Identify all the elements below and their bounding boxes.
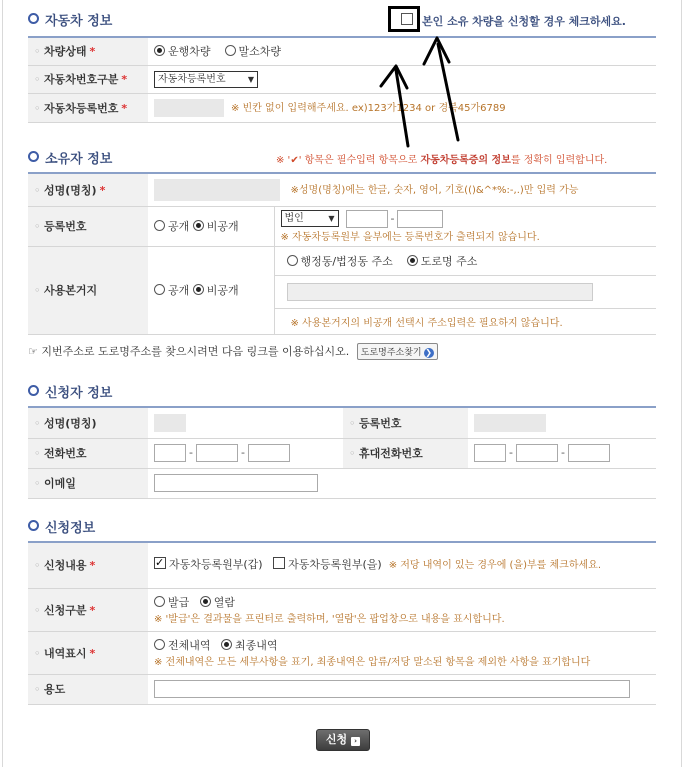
type-issue-radio[interactable]: 발급 — [154, 596, 189, 609]
section-title-owner: 소유자 정보 — [28, 148, 112, 167]
own-vehicle-note: 본인 소유 차량을 신청할 경우 체크하세요. — [422, 15, 626, 28]
content-eul-checkbox[interactable]: 자동차등록원부(을) — [273, 558, 382, 571]
section-title-applicant: 신청자 정보 — [28, 382, 112, 401]
content-gap-checkbox[interactable]: ✓ 자동차등록원부(갑) — [154, 558, 263, 571]
applicant-email-label: ◦ 이메일 — [28, 468, 148, 498]
owner-regno-type-select[interactable]: 법인 ▼ — [281, 210, 339, 227]
purpose-label: ◦ 용도 — [28, 674, 148, 704]
history-label: ◦ 내역표시 * — [28, 631, 148, 674]
owner-regno-private-radio[interactable]: 비공개 — [193, 220, 239, 233]
owner-required-note: ※ '✔' 항목은 필수입력 항목으로 자동차등록증의 정보를 정확히 입력합니다. — [276, 155, 608, 166]
regno-note: ※ 빈칸 없이 입력해주세요. ex)123가1234 or 경북45가6789 — [231, 102, 506, 114]
status-running-radio[interactable]: 운행차량 — [154, 45, 211, 58]
submit-button[interactable]: 신청 › — [316, 729, 370, 751]
applicant-regno-label: ◦ 등록번호 — [343, 407, 468, 438]
applicant-phone-label: ◦ 전화번호 — [28, 438, 148, 468]
arrow-left-line — [396, 70, 408, 146]
numtype-label: ◦ 자동차번호구분 * — [28, 65, 148, 93]
arrow-right-icon: › — [351, 737, 360, 746]
road-address-button[interactable]: 도로명주소찾기 ❯ — [357, 343, 438, 360]
applicant-name-label: ◦ 성명(명칭) — [28, 407, 148, 438]
owner-regno-public-radio[interactable]: 공개 — [154, 220, 189, 233]
type-view-radio[interactable]: 열람 — [200, 596, 235, 609]
applicant-table: ◦ 성명(명칭) ◦ 등록번호 ◦ 전화번호 - - ◦ 휴대전화번호 - - ◦ 이메일 — [28, 406, 656, 499]
addr-admin-radio[interactable]: 행정동/법정동 주소 — [287, 255, 393, 268]
content-label: ◦ 신청내용 * — [28, 542, 148, 588]
history-note: ※ 전체내역은 모든 세부사항을 표기, 최종내역은 압류/저당 말소된 항목을 제외한 사항을 표기합니다 — [154, 657, 591, 668]
history-full-radio[interactable]: 전체내역 — [154, 639, 211, 652]
owner-addr-label: ◦ 사용본거지 — [28, 246, 148, 334]
status-deregistered-radio[interactable]: 말소차량 — [225, 45, 282, 58]
applicant-mobile-label: ◦ 휴대전화번호 — [343, 438, 468, 468]
addr-road-radio[interactable]: 도로명 주소 — [407, 255, 478, 268]
regno-label: ◦ 자동차등록번호 * — [28, 93, 148, 122]
numtype-select[interactable]: 자동차등록번호 ▼ — [154, 71, 258, 88]
owner-table: ◦ 성명(명칭) * ※성명(명칭)에는 한글, 숫자, 영어, 기호(()&^*%:-,.)만 입력 가능 ◦ 등록번호 공개 비공개 법인 ▼ - ※ 자동차등록원부 을부에는 등록번호가 출력되지 않습니다. ◦ 사용본거지 공개 비공개 행정동/법정동 주소 도로명 주소 ※ 사용본거지의 비공개 선택시 주소입력은 필요하지 않습니다. — [28, 172, 656, 335]
addr-note: ※ 사용본거지의 비공개 선택시 주소입력은 필요하지 않습니다. — [290, 317, 563, 329]
owner-regno-note: ※ 자동차등록원부 을부에는 등록번호가 출력되지 않습니다. — [280, 231, 540, 243]
history-final-radio[interactable]: 최종내역 — [221, 639, 278, 652]
owner-name-note: ※성명(명칭)에는 한글, 숫자, 영어, 기호(()&^*%:-,.)만 입력 가능 — [290, 184, 579, 196]
owner-addr-private-radio[interactable]: 비공개 — [193, 284, 239, 297]
road-link-row: ☞ 지번주소로 도로명주소를 찾으시려면 다음 링크를 이용하십시오. 도로명주소찾기 ❯ — [28, 343, 438, 360]
content-note: ※ 저당 내역이 있는 경우에 (을)부를 체크하세요. — [388, 560, 601, 572]
owner-addr-public-radio[interactable]: 공개 — [154, 284, 189, 297]
owner-regno-label: ◦ 등록번호 — [28, 206, 148, 246]
section-title-application: 신청정보 — [28, 517, 95, 536]
type-note: ※ '발급'은 결과물을 프린터로 출력하며, '열람'은 팝업창으로 내용을 표시합니다. — [154, 614, 505, 625]
arrow-right-head — [424, 38, 449, 64]
go-icon: ❯ — [425, 348, 432, 357]
arrow-left-head — [381, 66, 407, 88]
type-label: ◦ 신청구분 * — [28, 588, 148, 631]
owner-name-label: ◦ 성명(명칭) * — [28, 173, 148, 206]
section-title-vehicle: 자동차 정보 — [28, 10, 112, 29]
vehicle-status-label: ◦ 차량상태 * — [28, 37, 148, 65]
